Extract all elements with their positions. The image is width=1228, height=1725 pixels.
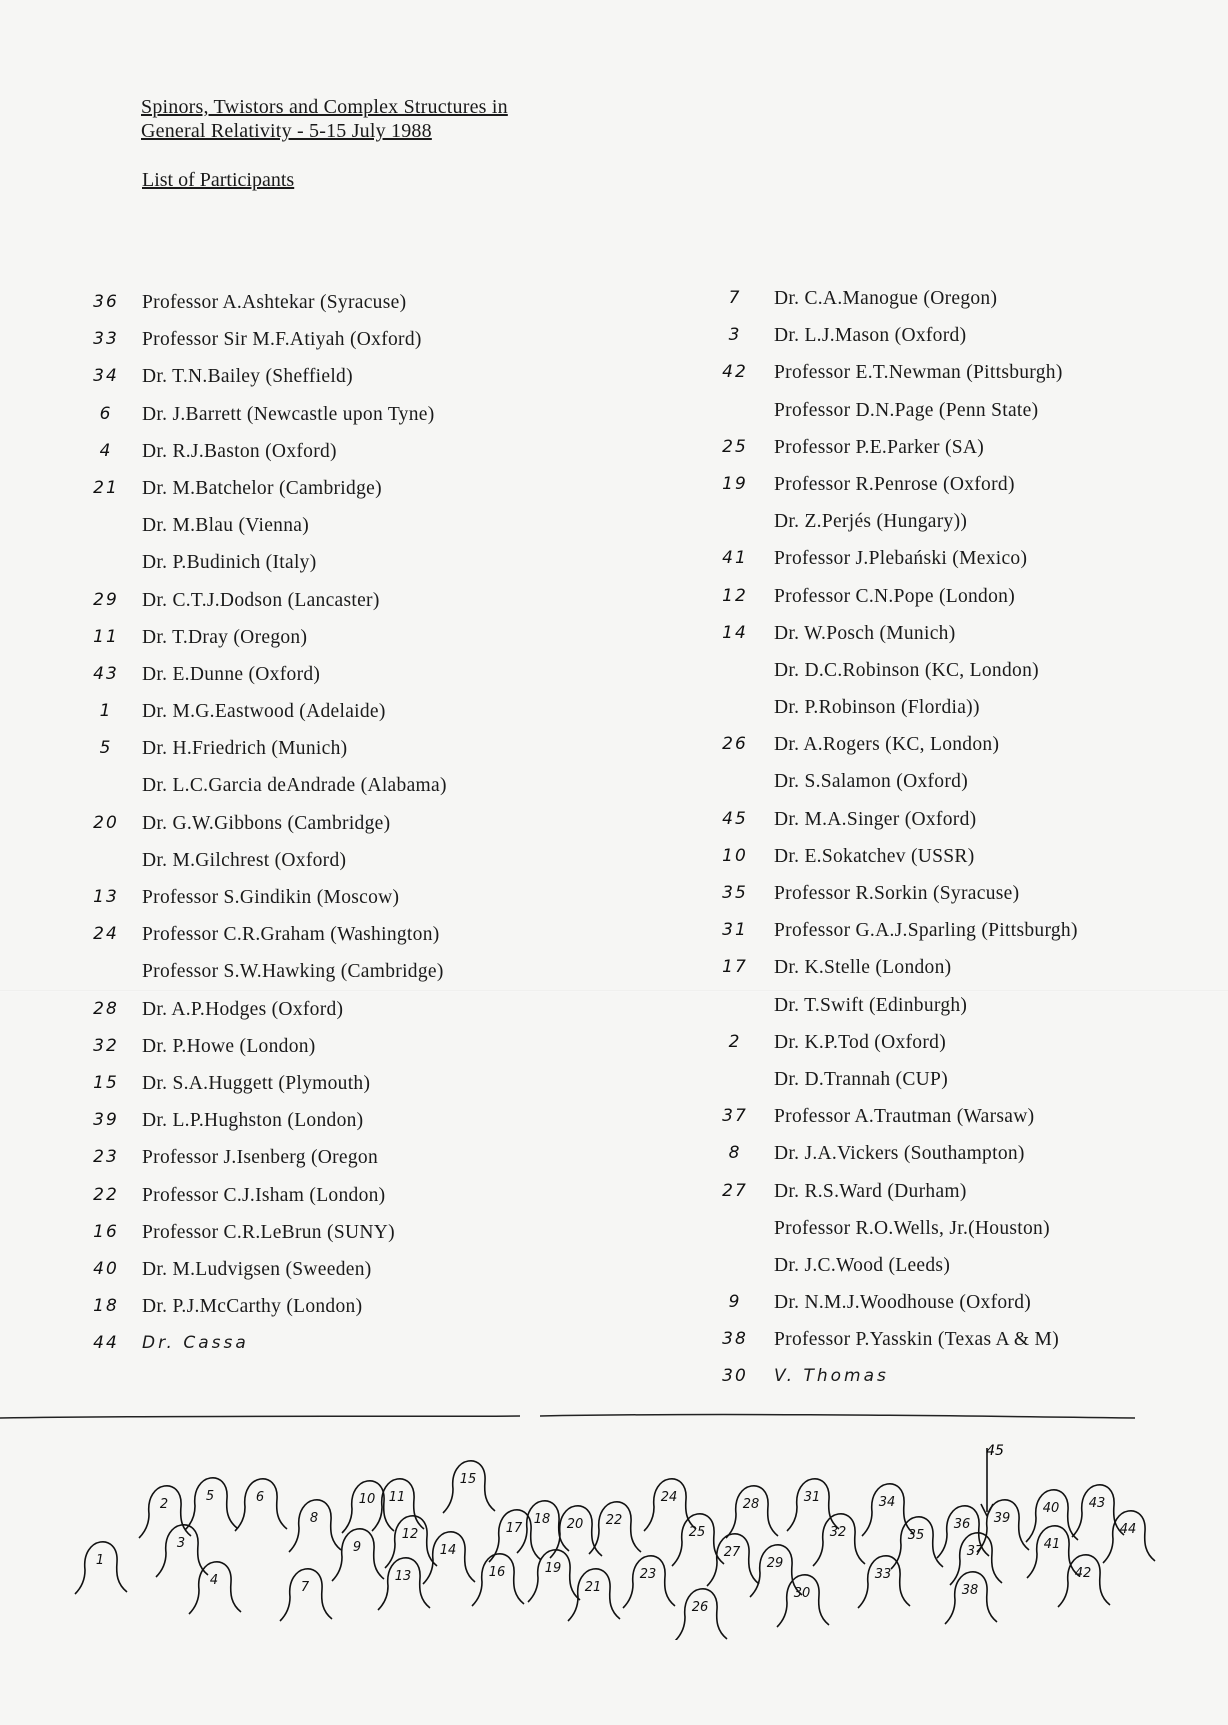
participant-name: Dr. T.Swift (Edinburgh) bbox=[774, 994, 968, 1016]
sketch-head-label: 3 bbox=[176, 1536, 186, 1551]
sketch-head-label: 13 bbox=[394, 1569, 412, 1584]
participant-name: Professor J.Plebański (Mexico) bbox=[774, 548, 1028, 570]
photo-number: 38 bbox=[722, 1329, 748, 1350]
photo-number: 22 bbox=[93, 1184, 119, 1205]
participant-name: Dr. G.W.Gibbons (Cambridge) bbox=[142, 812, 391, 834]
sketch-head bbox=[891, 1517, 943, 1569]
sketch-head bbox=[945, 1572, 997, 1624]
sketch-head-label: 12 bbox=[401, 1527, 419, 1542]
participant-name: Professor R.O.Wells, Jr.(Houston) bbox=[774, 1217, 1050, 1239]
photo-number: 2 bbox=[728, 1031, 742, 1052]
list-heading: List of Participants bbox=[142, 169, 295, 191]
participant-name: Dr. P.J.McCarthy (London) bbox=[142, 1296, 363, 1318]
sketch-head bbox=[75, 1542, 127, 1594]
photo-number: 39 bbox=[93, 1110, 119, 1131]
participant-name: Professor P.Yasskin (Texas A & M) bbox=[774, 1329, 1059, 1351]
participant-name: Dr. P.Budinich (Italy) bbox=[142, 552, 317, 574]
photo-number: 41 bbox=[722, 548, 748, 569]
photo-number: 43 bbox=[93, 663, 119, 684]
participant-name: Dr. Z.Perjés (Hungary)) bbox=[774, 511, 968, 533]
sketch-head-label: 29 bbox=[766, 1556, 784, 1571]
participant-name: Professor R.Penrose (Oxford) bbox=[774, 473, 1015, 495]
participant-name: Professor C.J.Isham (London) bbox=[142, 1184, 386, 1206]
photo-number: 17 bbox=[722, 957, 748, 978]
participant-name: Dr. M.Batchelor (Cambridge) bbox=[142, 477, 382, 499]
photo-number: 30 bbox=[722, 1366, 748, 1387]
sketch-head bbox=[862, 1484, 914, 1536]
sketch-head-label: 33 bbox=[874, 1567, 892, 1582]
participant-name: Dr. T.N.Bailey (Sheffield) bbox=[142, 366, 353, 388]
photo-number: 44 bbox=[93, 1333, 119, 1354]
participant-name: Dr. W.Posch (Munich) bbox=[774, 622, 956, 644]
participant-name: Professor C.R.Graham (Washington) bbox=[142, 924, 440, 946]
photo-number: 23 bbox=[93, 1147, 119, 1168]
participant-name: Professor A.Trautman (Warsaw) bbox=[774, 1106, 1035, 1128]
sketch-arrow bbox=[981, 1443, 1004, 1516]
participant-name: Dr. L.P.Hughston (London) bbox=[142, 1110, 364, 1132]
participant-name: Dr. C.T.J.Dodson (Lancaster) bbox=[142, 589, 380, 611]
photo-number: 12 bbox=[722, 585, 748, 606]
participant-name: V. Thomas bbox=[774, 1366, 889, 1387]
sketch-head bbox=[787, 1479, 839, 1531]
sketch-head-label: 8 bbox=[309, 1511, 319, 1526]
group-photo-key-sketch bbox=[0, 1420, 1228, 1640]
sketch-head bbox=[1103, 1511, 1155, 1563]
participant-name: Professor Sir M.F.Atiyah (Oxford) bbox=[142, 329, 422, 351]
photo-number: 6 bbox=[99, 403, 113, 424]
sketch-head-label: 40 bbox=[1042, 1501, 1060, 1516]
photo-number: 40 bbox=[93, 1258, 119, 1279]
sketch-head bbox=[342, 1481, 394, 1533]
photo-number: 14 bbox=[722, 622, 748, 643]
participant-name: Dr. M.Ludvigsen (Sweeden) bbox=[142, 1258, 372, 1280]
sketch-head-label: 9 bbox=[352, 1540, 362, 1555]
sketch-head-label: 25 bbox=[688, 1525, 706, 1540]
participant-name: Dr. J.C.Wood (Leeds) bbox=[774, 1254, 951, 1276]
sketch-head-label: 23 bbox=[639, 1567, 657, 1582]
participant-name: Dr. L.J.Mason (Oxford) bbox=[774, 325, 967, 347]
participant-name: Dr. C.A.Manogue (Oregon) bbox=[774, 288, 998, 309]
participant-name: Dr. R.J.Baston (Oxford) bbox=[142, 440, 337, 462]
photo-number: 13 bbox=[93, 887, 119, 907]
participant-name: Dr. H.Friedrich (Munich) bbox=[142, 738, 348, 760]
paper-fold-line bbox=[0, 990, 1228, 992]
sketch-head bbox=[528, 1550, 580, 1602]
sketch-head bbox=[378, 1558, 430, 1610]
sketch-head bbox=[707, 1534, 759, 1586]
sketch-head bbox=[280, 1569, 332, 1621]
sketch-head bbox=[813, 1514, 865, 1566]
photo-number: 19 bbox=[722, 473, 748, 494]
participant-name: Dr. A.Rogers (KC, London) bbox=[774, 734, 1000, 756]
sketch-head-label: 35 bbox=[907, 1528, 925, 1543]
sketch-head bbox=[589, 1502, 641, 1554]
sketch-head bbox=[139, 1486, 191, 1538]
sketch-head-label: 37 bbox=[966, 1544, 984, 1559]
sketch-head bbox=[623, 1556, 675, 1608]
photo-number: 45 bbox=[722, 808, 748, 829]
photo-number: 21 bbox=[93, 477, 119, 498]
sketch-head-label: 26 bbox=[691, 1600, 709, 1615]
photo-number: 4 bbox=[99, 440, 113, 461]
participant-name: Dr. R.S.Ward (Durham) bbox=[774, 1180, 967, 1202]
photo-number: 24 bbox=[93, 924, 119, 945]
sketch-head bbox=[726, 1486, 778, 1538]
sketch-head-label: 34 bbox=[878, 1495, 896, 1510]
sketch-head-label: 43 bbox=[1088, 1496, 1106, 1511]
sketch-head bbox=[675, 1589, 727, 1640]
participant-name: Professor J.Isenberg (Oregon bbox=[142, 1147, 379, 1169]
photo-number: 20 bbox=[93, 812, 119, 833]
participant-name: Professor C.R.LeBrun (SUNY) bbox=[142, 1221, 395, 1243]
sketch-head bbox=[332, 1529, 384, 1581]
sketch-head-label: 4 bbox=[209, 1573, 219, 1588]
title-line-1: Spinors, Twistors and Complex Structures in bbox=[141, 96, 508, 118]
sketch-head bbox=[235, 1479, 287, 1531]
participant-name: Dr. D.C.Robinson (KC, London) bbox=[774, 659, 1039, 681]
photo-number: 10 bbox=[722, 845, 748, 866]
participant-name: Professor C.N.Pope (London) bbox=[774, 585, 1015, 607]
participant-name: Dr. S.Salamon (Oxford) bbox=[774, 771, 968, 793]
sketch-head-label: 5 bbox=[205, 1489, 215, 1504]
sketch-head-label: 20 bbox=[566, 1517, 584, 1532]
participant-name: Dr. M.A.Singer (Oxford) bbox=[774, 808, 977, 830]
participant-name: Dr. S.A.Huggett (Plymouth) bbox=[142, 1072, 371, 1094]
sketch-head bbox=[644, 1479, 696, 1531]
photo-number: 1 bbox=[99, 701, 113, 722]
participant-name: Dr. K.P.Tod (Oxford) bbox=[774, 1031, 946, 1053]
participant-name: Dr. J.A.Vickers (Southampton) bbox=[774, 1143, 1025, 1165]
participant-name: Dr. M.Gilchrest (Oxford) bbox=[142, 849, 347, 871]
photo-number: 42 bbox=[722, 362, 748, 383]
sketch-head-label: 42 bbox=[1074, 1566, 1092, 1581]
photo-number: 33 bbox=[93, 329, 119, 350]
sketch-head-label: 24 bbox=[660, 1490, 678, 1505]
sketch-head-label: 15 bbox=[459, 1472, 477, 1487]
photo-number: 31 bbox=[722, 920, 748, 941]
sketch-head-label: 16 bbox=[488, 1565, 506, 1580]
participant-name: Dr. K.Stelle (London) bbox=[774, 957, 952, 979]
photo-number: 29 bbox=[93, 589, 119, 610]
sketch-head bbox=[156, 1525, 208, 1577]
photo-number: 5 bbox=[99, 738, 113, 759]
participant-name: Professor S.W.Hawking (Cambridge) bbox=[142, 961, 444, 983]
photo-number: 36 bbox=[93, 292, 119, 312]
sketch-head bbox=[977, 1500, 1029, 1552]
photo-number: 8 bbox=[728, 1143, 742, 1164]
sketch-head-label: 10 bbox=[358, 1492, 376, 1507]
photo-number: 37 bbox=[722, 1106, 748, 1127]
sketch-head bbox=[289, 1500, 341, 1552]
photo-number: 16 bbox=[93, 1221, 119, 1242]
participant-name: Dr. N.M.J.Woodhouse (Oxford) bbox=[774, 1292, 1032, 1314]
sketch-head bbox=[1058, 1555, 1110, 1607]
sketch-head bbox=[443, 1461, 495, 1513]
sketch-head bbox=[858, 1556, 910, 1608]
participant-name: Dr. E.Sokatchev (USSR) bbox=[774, 845, 975, 867]
sketch-arrow-label: 45 bbox=[986, 1443, 1004, 1459]
participant-name: Dr. P.Robinson (Flordia)) bbox=[774, 697, 980, 719]
photo-number: 32 bbox=[93, 1035, 119, 1056]
photo-number: 35 bbox=[722, 883, 748, 903]
sketch-head bbox=[385, 1516, 437, 1568]
photo-number: 34 bbox=[93, 366, 119, 387]
sketch-head-label: 21 bbox=[584, 1580, 602, 1595]
sketch-head-label: 19 bbox=[544, 1561, 562, 1576]
photo-number: 26 bbox=[722, 734, 748, 755]
photo-number: 9 bbox=[728, 1292, 742, 1313]
photo-number: 27 bbox=[722, 1180, 748, 1201]
sketch-head-label: 44 bbox=[1119, 1522, 1137, 1537]
sketch-head bbox=[185, 1478, 237, 1530]
photo-number: 15 bbox=[93, 1072, 119, 1093]
sketch-head-label: 32 bbox=[829, 1525, 847, 1540]
participant-name: Dr. E.Dunne (Oxford) bbox=[142, 663, 321, 685]
participant-name: Professor E.T.Newman (Pittsburgh) bbox=[774, 362, 1063, 384]
sketch-head-label: 18 bbox=[533, 1512, 551, 1527]
participant-name: Professor D.N.Page (Penn State) bbox=[774, 399, 1039, 421]
sketch-head-label: 14 bbox=[439, 1543, 457, 1558]
sketch-head-label: 30 bbox=[793, 1586, 811, 1601]
sketch-head-label: 36 bbox=[953, 1517, 971, 1532]
participant-name: Dr. P.Howe (London) bbox=[142, 1035, 316, 1057]
sketch-head bbox=[189, 1562, 241, 1614]
participant-name: Dr. M.Blau (Vienna) bbox=[142, 515, 309, 537]
photo-number: 3 bbox=[728, 325, 742, 346]
sketch-head-label: 39 bbox=[993, 1511, 1011, 1526]
photo-number: 11 bbox=[93, 626, 119, 647]
participant-name: Dr. D.Trannah (CUP) bbox=[774, 1068, 948, 1090]
sketch-head bbox=[1072, 1485, 1124, 1537]
sketch-head-label: 6 bbox=[255, 1490, 265, 1505]
sketch-head-label: 11 bbox=[388, 1490, 406, 1505]
sketch-head bbox=[777, 1575, 829, 1627]
participant-name: Dr. L.C.Garcia deAndrade (Alabama) bbox=[142, 775, 447, 797]
participant-name: Professor A.Ashtekar (Syracuse) bbox=[142, 292, 407, 313]
sketch-head-label: 1 bbox=[95, 1553, 105, 1568]
sketch-head-label: 38 bbox=[961, 1583, 979, 1598]
title-line-2: General Relativity - 5-15 July 1988 bbox=[141, 120, 432, 142]
document-title bbox=[141, 95, 508, 143]
sketch-head-label: 27 bbox=[723, 1545, 741, 1560]
sketch-head-label: 28 bbox=[742, 1497, 760, 1512]
photo-number: 28 bbox=[93, 998, 119, 1019]
sketch-head-label: 2 bbox=[159, 1497, 169, 1512]
sketch-head-label: 22 bbox=[605, 1513, 623, 1528]
photo-number: 25 bbox=[722, 436, 748, 457]
sketch-head-label: 7 bbox=[300, 1580, 310, 1595]
sketch-head bbox=[950, 1533, 1002, 1585]
participant-name: Dr. A.P.Hodges (Oxford) bbox=[142, 998, 344, 1020]
sketch-head-label: 41 bbox=[1043, 1537, 1061, 1552]
sketch-head-label: 31 bbox=[803, 1490, 821, 1505]
sketch-head bbox=[517, 1501, 569, 1553]
participant-name: Dr. T.Dray (Oregon) bbox=[142, 626, 308, 648]
sketch-head bbox=[1026, 1490, 1078, 1542]
participant-name: Dr. M.G.Eastwood (Adelaide) bbox=[142, 701, 386, 723]
sketch-head-label: 17 bbox=[505, 1521, 523, 1536]
participant-name: Dr. J.Barrett (Newcastle upon Tyne) bbox=[142, 403, 435, 425]
photo-number: 7 bbox=[728, 288, 742, 308]
participant-name: Dr. Cassa bbox=[142, 1333, 249, 1354]
participant-name: Professor R.Sorkin (Syracuse) bbox=[774, 883, 1020, 904]
participant-name: Professor S.Gindikin (Moscow) bbox=[142, 887, 400, 908]
participant-name: Professor G.A.J.Sparling (Pittsburgh) bbox=[774, 920, 1078, 942]
photo-number: 18 bbox=[93, 1296, 119, 1317]
participant-name: Professor P.E.Parker (SA) bbox=[774, 436, 985, 458]
sketch-head bbox=[472, 1554, 524, 1606]
